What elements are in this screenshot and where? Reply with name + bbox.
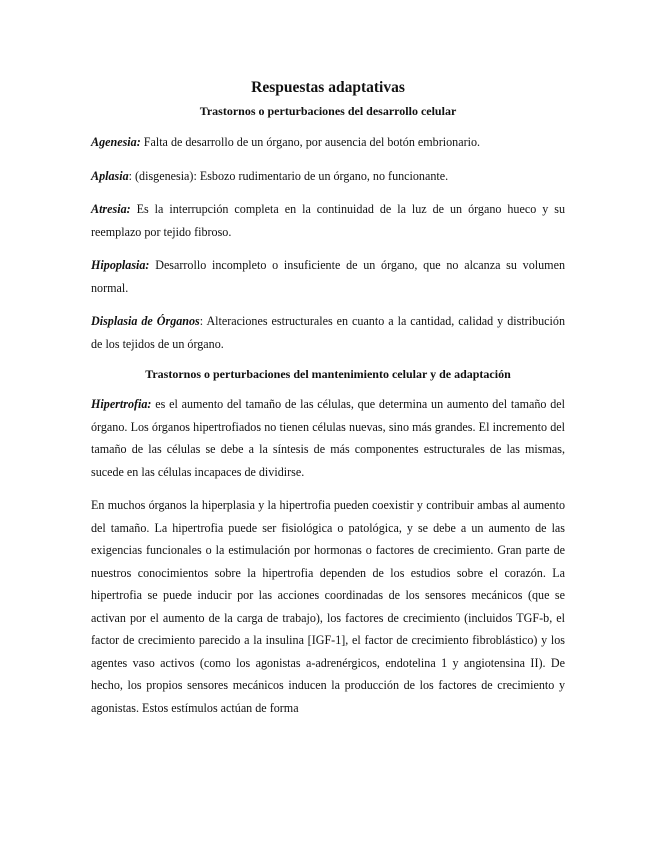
definition-displasia (91, 310, 565, 355)
definition-text: es el aumento del tamaño de las células, que determina un aumento del tamaño del órgano. Los órganos hipertrofiados no tienen células nuevas, sino más grandes. El incremento del tamaño de las células se debe a la síntesis de más componentes estructurales de las mismas, sucede en las células incapaces de dividirse. (91, 397, 565, 479)
section-heading-development: Trastornos o perturbaciones del desarrollo celular (199, 104, 457, 118)
definition-text: Falta de desarrollo de un órgano, por ausencia del botón embrionario. (140, 135, 481, 149)
page-title: Respuestas adaptativas (251, 79, 405, 96)
definition-agenesia (91, 131, 565, 154)
term-displasia: Displasia de Órganos (91, 314, 200, 328)
definition-text: : Alteraciones estructurales en cuanto a la cantidad, calidad y distribución de los tejidos de un órgano. (91, 314, 565, 351)
term-atresia: Atresia: (91, 202, 131, 216)
term-aplasia: Aplasia (91, 168, 129, 183)
definition-atresia (91, 198, 565, 243)
section-heading-maintenance: Trastornos o perturbaciones del mantenimiento celular y de adaptación (145, 367, 511, 381)
body-paragraph: En muchos órganos la hiperplasia y la hipertrofia pueden coexistir y contribuir ambas al aumento del tamaño. La hipertrofia puede ser fisiológica o patológica, y se debe a un aumento de las exigencias funcionales o la estimulación por hormonas o factores de crecimiento. Gran parte de nuestros conocimientos sobre la hipertrofia dependen de los estudios sobre el corazón. La hipertrofia se puede inducir por las acciones coordinadas de los sensores mecánicos (que se activan por el aumento de la carga de trabajo), los factores de crecimiento (incluidos TGF-b, el factor de crecimiento parecido a la insulina [IGF-1], el factor de crecimiento fibroblástico) y los agentes vaso activos (como los agonistas a-adrenérgicos, endotelina 1 y angiotensina II). De hecho, los propios sensores mecánicos inducen la producción de los factores de crecimiento y agonistas. Estos estímulos actúan de forma (91, 498, 565, 715)
term-hipertrofia: Hipertrofia: (91, 397, 152, 411)
term-agenesia: Agenesia: (91, 135, 141, 149)
definition-hipoplasia (91, 254, 565, 299)
definition-hipertrofia (91, 393, 565, 483)
definition-text: Es la interrupción completa en la continuidad de la luz de un órgano hueco y su reemplazo por tejido fibroso. (91, 202, 565, 239)
definition-text: Desarrollo incompleto o insuficiente de un órgano, que no alcanza su volumen normal. (91, 258, 565, 295)
definition-text: : (disgenesia): Esbozo rudimentario de un órgano, no funcionante. (128, 168, 449, 183)
definition-aplasia (91, 165, 565, 188)
document-body (91, 79, 565, 730)
term-hipoplasia: Hipoplasia: (91, 258, 150, 272)
